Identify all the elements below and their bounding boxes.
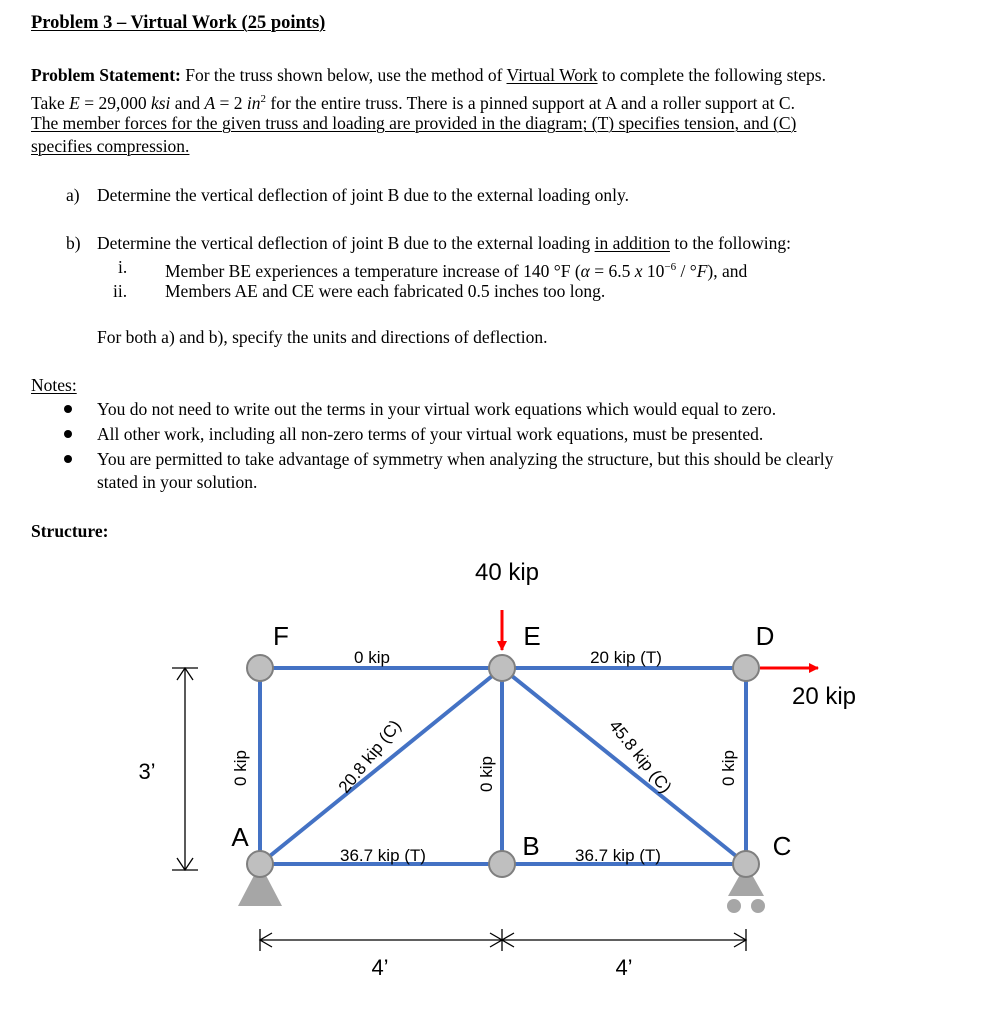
dim-right-label: 4’	[615, 955, 633, 980]
joint-label-E: E	[523, 621, 541, 651]
load-E-label: 40 kip	[474, 559, 540, 586]
joint-A	[247, 851, 273, 877]
statement-line-2: Take E = 29,000 ksi and A = 2 $in^2$ for the entire truss. There is a pinned support at A and a roller support at C.	[31, 92, 795, 113]
virtual-work-term: Virtual Work	[506, 65, 598, 85]
part-b-ii-marker: ii.	[113, 281, 128, 301]
load-D-label: 20 kip	[791, 683, 857, 710]
joint-label-D: D	[755, 621, 775, 651]
part-b-i-text: Member BE experiences a temperature increase of 140 °F (α = 6.5 x $10^{-6} / ^\circ F$), and	[165, 260, 748, 281]
statement-label: Problem Statement:	[31, 65, 181, 85]
part-b-marker: b)	[66, 233, 81, 253]
joint-F	[247, 655, 273, 681]
notes-heading: Notes:	[31, 375, 77, 395]
force-label-BE: 0 kip	[477, 756, 496, 792]
joint-label-B: B	[522, 831, 540, 861]
span-dimension	[260, 929, 746, 951]
note-item: You are permitted to take advantage of symmetry when analyzing the structure, but this should be clearly	[97, 449, 834, 469]
note-item: All other work, including all non-zero terms of your virtual work equations, must be presented.	[97, 424, 764, 444]
problem-title: Problem 3 – Virtual Work (25 points)	[31, 13, 326, 33]
force-label-ED: 20 kip (T)	[590, 648, 662, 667]
roller-wheel-icon	[751, 899, 765, 913]
height-dimension	[172, 668, 198, 870]
joint-B	[489, 851, 515, 877]
part-b-i-marker: i.	[118, 257, 128, 277]
roller-wheel-icon	[727, 899, 741, 913]
force-label-BC: 36.7 kip (T)	[575, 846, 661, 865]
joint-D	[733, 655, 759, 681]
member-AE	[260, 668, 502, 864]
joint-label-C: C	[772, 831, 792, 861]
dim-left-label: 4’	[371, 955, 389, 980]
force-label-AB: 36.7 kip (T)	[340, 846, 426, 865]
force-label-AE: 20.8 kip (C)	[334, 716, 405, 797]
statement-line-3: The member forces for the given truss and loading are provided in the diagram; (T) specifies tension, and (C)	[31, 113, 797, 133]
force-label-EC: 45.8 kip (C)	[605, 716, 676, 797]
part-a-marker: a)	[66, 185, 80, 205]
dim-height-label: 3’	[138, 759, 156, 784]
joint-C	[733, 851, 759, 877]
statement-line-4: specifies compression.	[31, 136, 190, 156]
force-label-AF: 0 kip	[231, 750, 250, 786]
joint-E	[489, 655, 515, 681]
part-a-text: Determine the vertical deflection of joint B due to the external loading only.	[97, 185, 629, 205]
joint-label-A: A	[231, 822, 249, 852]
note-item: You do not need to write out the terms in your virtual work equations which would equal to zero.	[97, 399, 777, 419]
force-label-CD: 0 kip	[719, 750, 738, 786]
part-b-text: Determine the vertical deflection of joint B due to the external loading in addition to the following:	[97, 233, 791, 253]
both-parts-note: For both a) and b), specify the units and directions of deflection.	[97, 327, 548, 347]
note-item-continued: stated in your solution.	[97, 472, 258, 492]
structure-heading: Structure:	[31, 521, 109, 541]
part-b-ii-text: Members AE and CE were each fabricated 0.5 inches too long.	[165, 281, 606, 301]
statement-line-1: Problem Statement: For the truss shown below, use the method of Virtual Work to complete the following steps.	[31, 65, 826, 85]
joint-label-F: F	[273, 621, 289, 651]
force-label-FE: 0 kip	[354, 648, 390, 667]
